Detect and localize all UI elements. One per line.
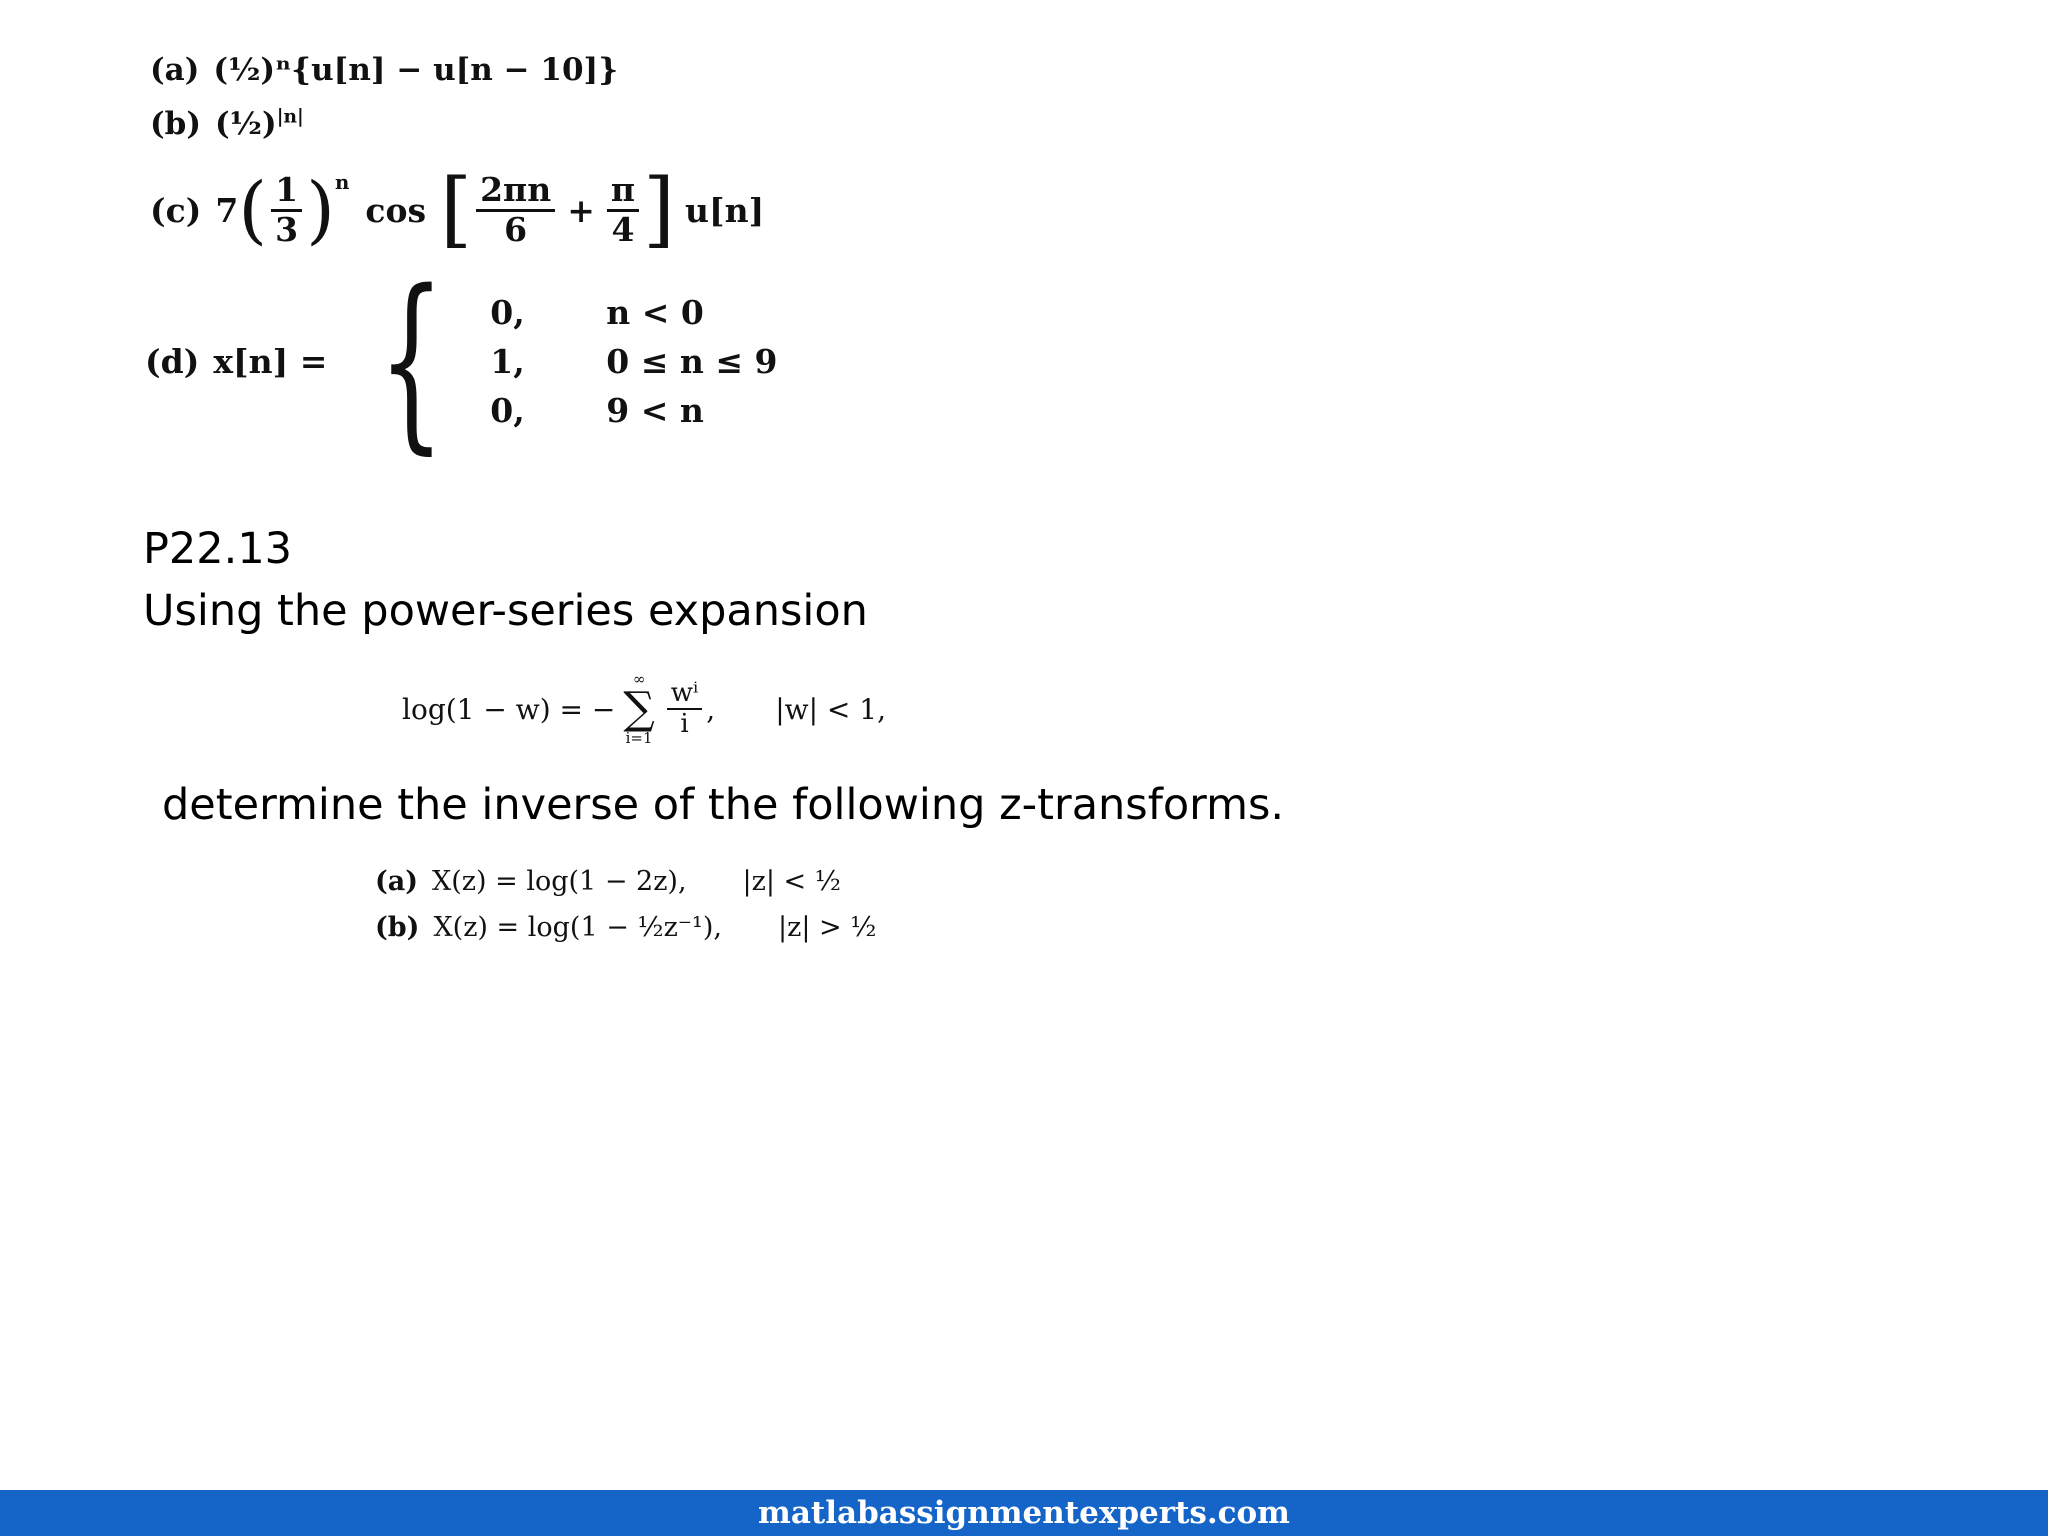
left-brace: { [378,250,446,471]
problem-b-base: (½) [215,106,277,142]
problem-a-expression [150,52,618,88]
right-paren: ) [306,167,336,253]
determine-text: determine the inverse of the following z-transforms. [162,780,1285,830]
problem-d-lhs: x[n] = [213,341,328,381]
z-transform-b [375,912,876,943]
series-comma: , [706,692,716,726]
series-fraction [667,679,703,738]
case-condition: n < 0 [606,292,704,332]
problem-number: P22.13 [143,524,293,574]
left-paren: ( [238,167,268,253]
footer-bar [0,1490,2048,1536]
z-transform-b-label: (b) [375,912,420,943]
problem-a-label: (a) [150,52,200,88]
pi-denominator: 4 [611,209,635,249]
problem-c-expression [150,160,764,260]
problem-text: Using the power-series expansion [143,586,868,636]
case-value: 1, [490,341,525,381]
argument-numerator: 2πn [476,172,555,211]
case-condition: 0 ≤ n ≤ 9 [606,341,778,381]
fraction-numerator: 1 [271,172,302,211]
problem-b-label: (b) [150,106,202,142]
left-bracket: [ [440,162,473,257]
footer-website: matlabassignmentexperts.com [758,1495,1290,1531]
series-condition: |w| < 1, [775,692,886,726]
series-numerator: wⁱ [667,679,703,710]
fraction-pi-quarter [607,172,639,248]
case-condition: 9 < n [606,390,704,430]
z-transform-a-label: (a) [375,866,419,897]
fraction-argument [476,172,555,248]
right-bracket: ] [643,162,676,257]
sigma-symbol: ∑ [623,683,655,734]
series-lhs: log(1 − w) = − [402,692,616,726]
problem-d-label: (d) [145,341,200,381]
problem-c-label: (c) [150,190,202,230]
z-transform-a-expression: X(z) = log(1 − 2z), [432,866,687,897]
problem-c-exponent: n [335,170,350,194]
sum-upper-limit: ∞ [632,670,646,688]
problem-c-coefficient: 7 [215,190,239,230]
argument-denominator: 6 [504,209,528,249]
z-transform-b-expression: X(z) = log(1 − ½z⁻¹), [433,912,722,943]
problem-b-exponent: |n| [276,106,304,128]
problem-c-function: cos [365,190,427,230]
summation [623,672,654,746]
pi-numerator: π [607,172,639,211]
case-value: 0, [490,292,525,332]
power-series-formula [402,672,886,746]
problem-b-expression [150,106,304,142]
z-transform-a-condition: |z| < ½ [742,866,841,897]
problem-c-tail: u[n] [685,190,765,230]
fraction-denominator: 3 [275,209,299,249]
piecewise-cases [490,293,777,430]
problem-a-formula: (½)ⁿ{u[n] − u[n − 10]} [213,52,619,88]
series-denominator: i [680,709,689,739]
fraction-one-third [271,172,302,248]
z-transform-a [375,866,841,897]
z-transform-b-condition: |z| > ½ [778,912,877,943]
case-value: 0, [490,390,525,430]
plus-sign: + [567,190,595,230]
problem-d-expression [145,250,778,471]
sum-lower-limit: i=1 [625,729,653,747]
